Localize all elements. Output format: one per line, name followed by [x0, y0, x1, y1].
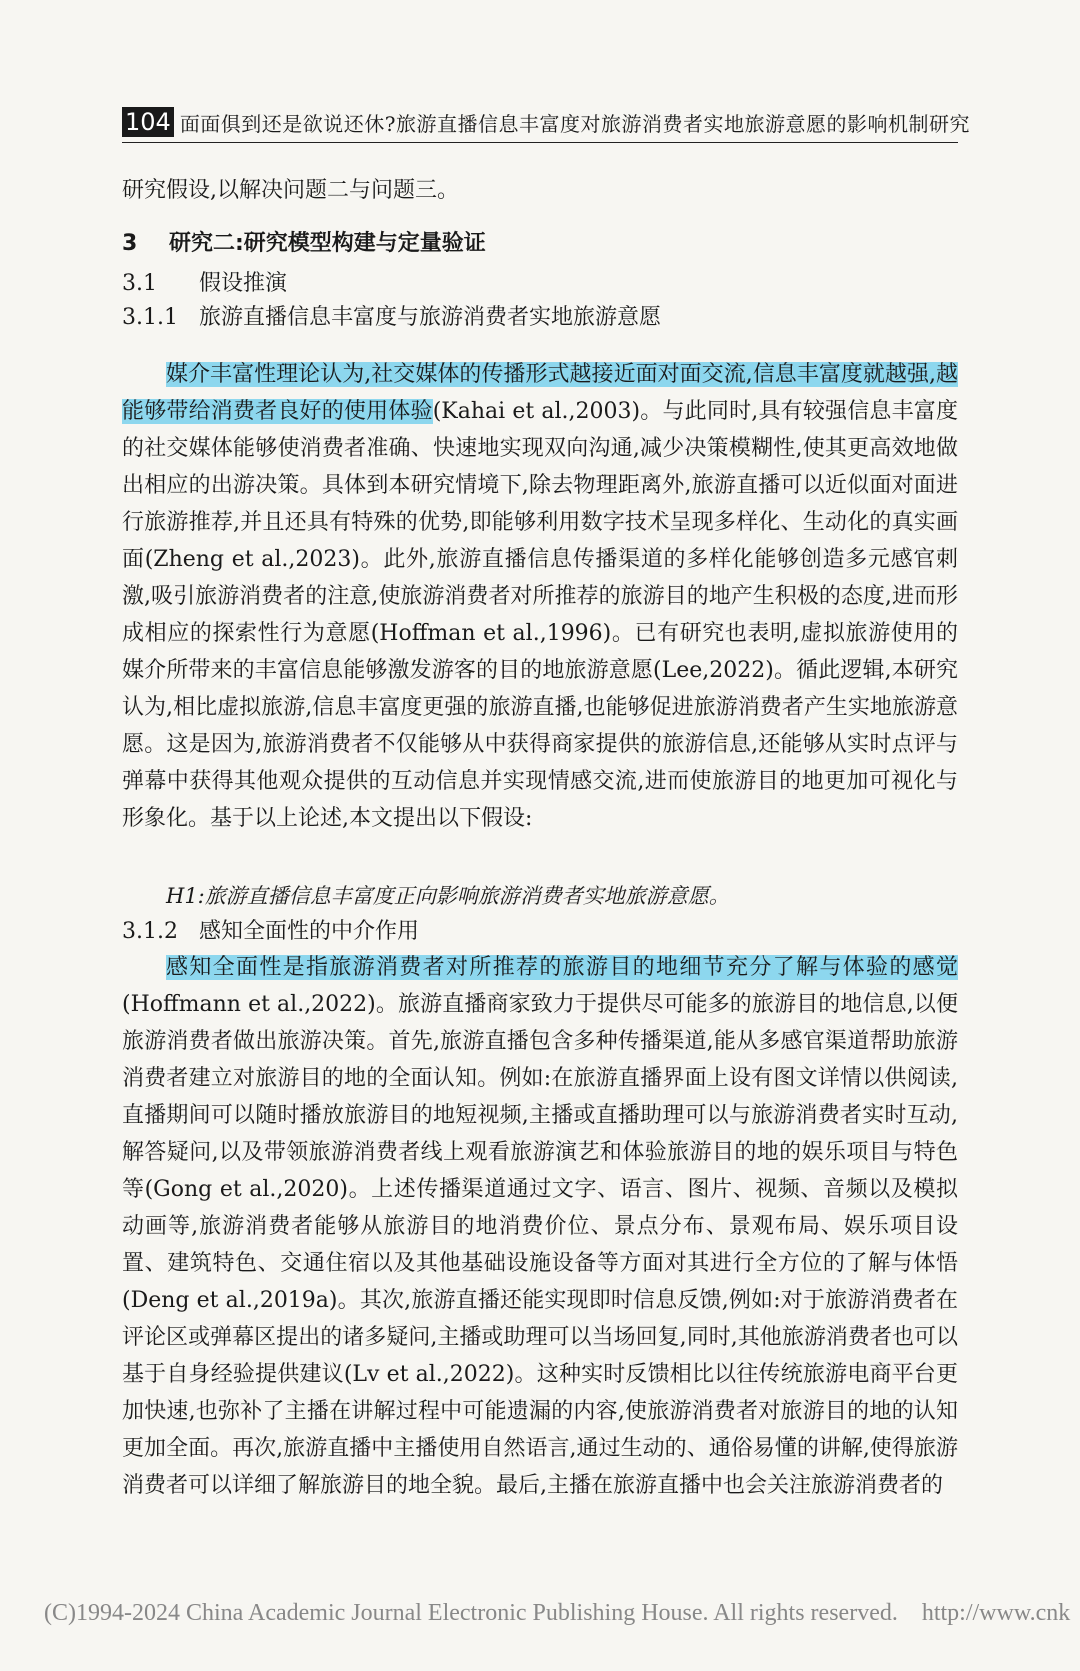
- subsubsection-number: 3.1.1: [122, 305, 178, 330]
- subsubsection-number: 3.1.2: [122, 919, 178, 944]
- subsection-heading: [122, 266, 287, 302]
- section-title: 研究二:研究模型构建与定量验证: [168, 231, 486, 256]
- highlighted-text: 感知全面性是指旅游消费者对所推荐的旅游目的地细节充分了解与体验的感觉: [166, 955, 958, 980]
- footer-url: http://www.cnk: [921, 1600, 1071, 1626]
- paragraph-1: [122, 356, 958, 837]
- highlighted-text: 媒介丰富性理论认为,社交媒体的传播形式越接近面对面交流,信息丰富度就越强,越能够带给消费者良好的使用体验: [122, 362, 958, 424]
- lead-paragraph: 研究假设,以解决问题二与问题三。: [122, 178, 459, 203]
- running-title: 面面俱到还是欲说还休?旅游直播信息丰富度对旅游消费者实地旅游意愿的影响机制研究: [179, 111, 971, 136]
- subsubsection-title: 感知全面性的中介作用: [199, 919, 420, 944]
- subsubsection-heading-1: [122, 300, 661, 336]
- paragraph-text: (Kahai et al.,2003)。与此同时,具有较强信息丰富度的社交媒体能够使消费者准确、快速地实现双向沟通,减少决策模糊性,使其更高效地做出相应的出游决策。具体到本研究情境下,除去物理距离外,旅游直播可以近似面对面进行旅游推荐,并且还具有特殊的优势,即能够利用数字技术呈现多样化、生动化的真实画面(Zheng et al.,2023)。此外,旅游直播信息传播渠道的多样化能够创造多元感官刺激,吸引旅游消费者的注意,使旅游消费者对所推荐的旅游目的地产生积极的态度,进而形成相应的探索性行为意愿(Hoffman et al.,1996)。已有研究也表明,虚拟旅游使用的媒介所带来的丰富信息能够激发游客的目的地旅游意愿(Lee,2022)。循此逻辑,本研究认为,相比虚拟旅游,信息丰富度更强的旅游直播,也能够促进旅游消费者产生实地旅游意愿。这是因为,旅游消费者不仅能够从中获得商家提供的旅游信息,还能够从实时点评与弹幕中获得其他观众提供的互动信息并实现情感交流,进而使旅游目的地更加可视化与形象化。基于以上论述,本文提出以下假设:: [122, 399, 958, 831]
- subsection-title: 假设推演: [199, 271, 288, 296]
- subsubsection-heading-2: [122, 914, 419, 950]
- copyright-text: (C)1994-2024 China Academic Journal Electronic Publishing House. All rights reserved.: [44, 1600, 898, 1626]
- hypothesis-h1: H1:旅游直播信息丰富度正向影响旅游消费者实地旅游意愿。: [166, 884, 730, 908]
- subsection-number: 3.1: [122, 271, 157, 296]
- paragraph-text: (Hoffmann et al.,2022)。旅游直播商家致力于提供尽可能多的旅游目的地信息,以便旅游消费者做出旅游决策。首先,旅游直播包含多种传播渠道,能从多感官渠道帮助旅游消费者建立对旅游目的地的全面认知。例如:在旅游直播界面上设有图文详情以供阅读,直播期间可以随时播放旅游目的地短视频,主播或直播助理可以与旅游消费者实时互动,解答疑问,以及带领旅游消费者线上观看旅游演艺和体验旅游目的地的娱乐项目与特色等(Gong et al.,2020)。上述传播渠道通过文字、语言、图片、视频、音频以及模拟动画等,旅游消费者能够从旅游目的地消费价位、景点分布、景观布局、娱乐项目设置、建筑特色、交通住宿以及其他基础设施设备等方面对其进行全方位的了解与体悟(Deng et al.,2019a)。其次,旅游直播还能实现即时信息反馈,例如:对于旅游消费者在评论区或弹幕区提出的诸多疑问,主播或助理可以当场回复,同时,其他旅游消费者也可以基于自身经验提供建议(Lv et al.,2022)。这种实时反馈相比以往传统旅游电商平台更加快速,也弥补了主播在讲解过程中可能遗漏的内容,使旅游消费者对旅游目的地的认知更加全面。再次,旅游直播中主播使用自然语言,通过生动的、通俗易懂的讲解,使得旅游消费者可以详细了解旅游目的地全貌。最后,主播在旅游直播中也会关注旅游消费者的: [122, 992, 958, 1498]
- running-header: [122, 106, 971, 143]
- section-heading: [122, 226, 486, 257]
- subsubsection-title: 旅游直播信息丰富度与旅游消费者实地旅游意愿: [199, 305, 662, 330]
- page-number: 104: [122, 107, 174, 137]
- section-number: 3: [122, 231, 138, 256]
- copyright-footer: [44, 1600, 1080, 1627]
- paragraph-2: [122, 949, 958, 1504]
